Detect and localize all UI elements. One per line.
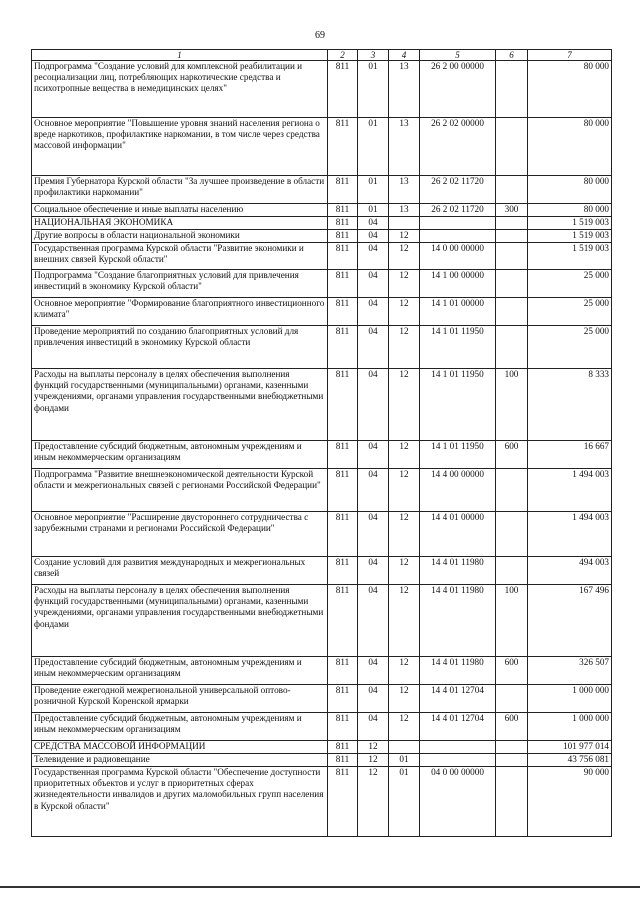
row-rz-cell: 04 <box>358 230 389 243</box>
row-pr-cell: 12 <box>389 243 420 270</box>
row-vr-cell <box>496 557 528 585</box>
row-name-cell: Предоставление субсидий бюджетным, автономным учреждениям и иным некоммерческим организациям <box>32 657 328 685</box>
row-name-cell: Основное мероприятие "Формирование благоприятного инвестиционного климата" <box>32 298 328 326</box>
row-vr-cell <box>496 217 528 230</box>
row-gr-cell: 811 <box>328 61 358 118</box>
row-name-cell: Расходы на выплаты персоналу в целях обеспечения выполнения функций государственными (муниципальными) органами, казенными учреждениями, органами управления государственными внебюджетными фондами <box>32 585 328 657</box>
table-row <box>32 685 612 713</box>
row-rz-cell: 04 <box>358 585 389 657</box>
row-vr-cell <box>496 767 528 837</box>
row-sum-cell: 25 000 <box>528 326 612 369</box>
row-gr-cell: 811 <box>328 118 358 176</box>
table-row <box>32 369 612 441</box>
row-csr-cell: 14 4 01 00000 <box>420 512 496 557</box>
table-row <box>32 754 612 767</box>
row-vr-cell <box>496 512 528 557</box>
row-pr-cell: 12 <box>389 270 420 298</box>
row-rz-cell: 04 <box>358 557 389 585</box>
row-pr-cell: 12 <box>389 557 420 585</box>
table-row <box>32 441 612 469</box>
row-sum-cell: 80 000 <box>528 61 612 118</box>
row-vr-cell: 300 <box>496 204 528 217</box>
row-gr-cell: 811 <box>328 230 358 243</box>
row-csr-cell: 14 1 01 11950 <box>420 441 496 469</box>
row-gr-cell: 811 <box>328 326 358 369</box>
row-sum-cell: 1 519 003 <box>528 243 612 270</box>
row-vr-cell: 100 <box>496 369 528 441</box>
row-rz-cell: 01 <box>358 61 389 118</box>
row-rz-cell: 01 <box>358 118 389 176</box>
header-cell: 3 <box>358 50 389 61</box>
table-row <box>32 713 612 741</box>
row-vr-cell <box>496 61 528 118</box>
row-sum-cell: 1 000 000 <box>528 685 612 713</box>
row-csr-cell: 14 4 01 11980 <box>420 557 496 585</box>
row-rz-cell: 04 <box>358 369 389 441</box>
row-csr-cell: 26 2 00 00000 <box>420 61 496 118</box>
row-pr-cell: 12 <box>389 469 420 512</box>
table-row <box>32 204 612 217</box>
row-vr-cell <box>496 326 528 369</box>
row-gr-cell: 811 <box>328 713 358 741</box>
row-vr-cell <box>496 685 528 713</box>
row-csr-cell <box>420 741 496 754</box>
row-csr-cell: 14 4 01 12704 <box>420 713 496 741</box>
table-row <box>32 176 612 204</box>
row-gr-cell: 811 <box>328 557 358 585</box>
row-gr-cell: 811 <box>328 657 358 685</box>
table-row <box>32 741 612 754</box>
row-name-cell: Социальное обеспечение и иные выплаты населению <box>32 204 328 217</box>
row-gr-cell: 811 <box>328 243 358 270</box>
table-row <box>32 657 612 685</box>
row-name-cell: Государственная программа Курской области "Обеспечение доступности приоритетных объектов и услуг в приоритетных сферах жизнедеятельности инвалидов и других маломобильных групп населения в Курской области" <box>32 767 328 837</box>
row-csr-cell <box>420 230 496 243</box>
table-row <box>32 217 612 230</box>
table-row <box>32 270 612 298</box>
row-name-cell: Подпрограмма "Создание благоприятных условий для привлечения инвестиций в экономику Курской области" <box>32 270 328 298</box>
row-rz-cell: 04 <box>358 512 389 557</box>
row-name-cell: НАЦИОНАЛЬНАЯ ЭКОНОМИКА <box>32 217 328 230</box>
row-gr-cell: 811 <box>328 469 358 512</box>
row-csr-cell: 26 2 02 11720 <box>420 176 496 204</box>
row-sum-cell: 1 494 003 <box>528 469 612 512</box>
row-csr-cell: 14 4 00 00000 <box>420 469 496 512</box>
row-pr-cell: 12 <box>389 230 420 243</box>
row-pr-cell: 01 <box>389 767 420 837</box>
table-row <box>32 512 612 557</box>
bottom-rule <box>0 886 640 888</box>
row-csr-cell: 26 2 02 00000 <box>420 118 496 176</box>
row-sum-cell: 25 000 <box>528 298 612 326</box>
row-gr-cell: 811 <box>328 741 358 754</box>
row-sum-cell: 494 003 <box>528 557 612 585</box>
row-rz-cell: 04 <box>358 270 389 298</box>
row-vr-cell <box>496 243 528 270</box>
row-csr-cell: 14 1 01 11950 <box>420 369 496 441</box>
row-sum-cell: 1 000 000 <box>528 713 612 741</box>
row-name-cell: Подпрограмма "Создание условий для комплексной реабилитации и ресоциализации лиц, потребляющих наркотические средства и психотропные вещества в немедицинских целях" <box>32 61 328 118</box>
row-pr-cell: 12 <box>389 441 420 469</box>
row-name-cell: Проведение ежегодной межрегиональной универсальной оптово-розничной Курской Коренской ярмарки <box>32 685 328 713</box>
row-pr-cell: 12 <box>389 685 420 713</box>
row-gr-cell: 811 <box>328 441 358 469</box>
row-vr-cell: 600 <box>496 441 528 469</box>
row-rz-cell: 04 <box>358 243 389 270</box>
row-vr-cell: 600 <box>496 713 528 741</box>
row-sum-cell: 16 667 <box>528 441 612 469</box>
row-rz-cell: 04 <box>358 685 389 713</box>
header-row <box>32 50 612 61</box>
row-sum-cell: 80 000 <box>528 176 612 204</box>
row-csr-cell: 14 1 01 00000 <box>420 298 496 326</box>
row-pr-cell: 13 <box>389 176 420 204</box>
table-row <box>32 326 612 369</box>
row-gr-cell: 811 <box>328 298 358 326</box>
row-name-cell: Подпрограмма "Развитие внешнеэкономической деятельности Курской области и межрегиональных связей с регионами Российской Федерации" <box>32 469 328 512</box>
row-csr-cell: 14 4 01 11980 <box>420 657 496 685</box>
row-rz-cell: 04 <box>358 217 389 230</box>
row-pr-cell: 12 <box>389 512 420 557</box>
table-row <box>32 585 612 657</box>
row-sum-cell: 8 333 <box>528 369 612 441</box>
row-vr-cell <box>496 298 528 326</box>
table-row <box>32 118 612 176</box>
row-vr-cell: 100 <box>496 585 528 657</box>
row-gr-cell: 811 <box>328 754 358 767</box>
row-name-cell: Другие вопросы в области национальной экономики <box>32 230 328 243</box>
row-gr-cell: 811 <box>328 767 358 837</box>
row-pr-cell: 12 <box>389 326 420 369</box>
row-pr-cell: 12 <box>389 657 420 685</box>
row-rz-cell: 04 <box>358 657 389 685</box>
table-row <box>32 230 612 243</box>
row-rz-cell: 04 <box>358 469 389 512</box>
row-csr-cell: 14 0 00 00000 <box>420 243 496 270</box>
row-sum-cell: 1 494 003 <box>528 512 612 557</box>
row-name-cell: Основное мероприятие "Расширение двустороннего сотрудничества с зарубежными странами и регионами Российской Федерации" <box>32 512 328 557</box>
row-name-cell: Проведение мероприятий по созданию благоприятных условий для привлечения инвестиций в экономику Курской области <box>32 326 328 369</box>
row-rz-cell: 04 <box>358 441 389 469</box>
row-sum-cell: 101 977 014 <box>528 741 612 754</box>
table-row <box>32 767 612 837</box>
row-gr-cell: 811 <box>328 585 358 657</box>
header-cell: 2 <box>328 50 358 61</box>
budget-table <box>31 49 612 837</box>
row-pr-cell: 01 <box>389 754 420 767</box>
row-sum-cell: 1 519 003 <box>528 230 612 243</box>
row-vr-cell: 600 <box>496 657 528 685</box>
row-vr-cell <box>496 270 528 298</box>
row-pr-cell: 13 <box>389 118 420 176</box>
row-pr-cell: 13 <box>389 61 420 118</box>
row-rz-cell: 01 <box>358 204 389 217</box>
row-name-cell: Телевидение и радиовещание <box>32 754 328 767</box>
row-vr-cell <box>496 230 528 243</box>
row-vr-cell <box>496 469 528 512</box>
row-name-cell: Премия Губернатора Курской области "За лучшее произведение в области профилактики наркомании" <box>32 176 328 204</box>
row-rz-cell: 04 <box>358 298 389 326</box>
row-name-cell: Предоставление субсидий бюджетным, автономным учреждениям и иным некоммерческим организациям <box>32 713 328 741</box>
header-cell: 1 <box>32 50 328 61</box>
header-cell: 4 <box>389 50 420 61</box>
row-vr-cell <box>496 741 528 754</box>
row-rz-cell: 01 <box>358 176 389 204</box>
row-csr-cell: 04 0 00 00000 <box>420 767 496 837</box>
row-pr-cell: 12 <box>389 585 420 657</box>
row-csr-cell: 26 2 02 11720 <box>420 204 496 217</box>
header-cell: 7 <box>528 50 612 61</box>
row-csr-cell: 14 1 01 11950 <box>420 326 496 369</box>
row-gr-cell: 811 <box>328 204 358 217</box>
row-sum-cell: 80 000 <box>528 118 612 176</box>
row-csr-cell <box>420 217 496 230</box>
row-name-cell: Основное мероприятие "Повышение уровня знаний населения региона о вреде наркотиков, профилактике наркомании, в том числе через средства массовой информации" <box>32 118 328 176</box>
table-row <box>32 243 612 270</box>
row-gr-cell: 811 <box>328 217 358 230</box>
row-sum-cell: 326 507 <box>528 657 612 685</box>
row-rz-cell: 12 <box>358 767 389 837</box>
table-row <box>32 469 612 512</box>
row-name-cell: Государственная программа Курской области "Развитие экономики и внешних связей Курской области" <box>32 243 328 270</box>
row-csr-cell: 14 4 01 12704 <box>420 685 496 713</box>
row-csr-cell: 14 1 00 00000 <box>420 270 496 298</box>
row-name-cell: Предоставление субсидий бюджетным, автономным учреждениям и иным некоммерческим организациям <box>32 441 328 469</box>
row-pr-cell: 13 <box>389 204 420 217</box>
row-pr-cell <box>389 217 420 230</box>
row-gr-cell: 811 <box>328 270 358 298</box>
row-gr-cell: 811 <box>328 685 358 713</box>
row-sum-cell: 80 000 <box>528 204 612 217</box>
table-row <box>32 557 612 585</box>
row-vr-cell <box>496 176 528 204</box>
row-sum-cell: 90 000 <box>528 767 612 837</box>
row-name-cell: СРЕДСТВА МАССОВОЙ ИНФОРМАЦИИ <box>32 741 328 754</box>
row-name-cell: Расходы на выплаты персоналу в целях обеспечения выполнения функций государственными (муниципальными) органами, казенными учреждениями, органами управления государственными внебюджетными фондами <box>32 369 328 441</box>
row-pr-cell <box>389 741 420 754</box>
row-sum-cell: 167 496 <box>528 585 612 657</box>
row-csr-cell <box>420 754 496 767</box>
row-pr-cell: 12 <box>389 298 420 326</box>
row-sum-cell: 1 519 003 <box>528 217 612 230</box>
table-row <box>32 61 612 118</box>
page-number: 69 <box>315 30 325 41</box>
row-rz-cell: 04 <box>358 713 389 741</box>
row-rz-cell: 04 <box>358 326 389 369</box>
row-pr-cell: 12 <box>389 713 420 741</box>
row-gr-cell: 811 <box>328 512 358 557</box>
row-sum-cell: 25 000 <box>528 270 612 298</box>
row-pr-cell: 12 <box>389 369 420 441</box>
row-csr-cell: 14 4 01 11980 <box>420 585 496 657</box>
row-sum-cell: 43 756 081 <box>528 754 612 767</box>
table-row <box>32 298 612 326</box>
row-vr-cell <box>496 118 528 176</box>
row-vr-cell <box>496 754 528 767</box>
row-rz-cell: 12 <box>358 754 389 767</box>
header-cell: 5 <box>420 50 496 61</box>
header-cell: 6 <box>496 50 528 61</box>
row-name-cell: Создание условий для развития международных и межрегиональных связей <box>32 557 328 585</box>
row-gr-cell: 811 <box>328 369 358 441</box>
row-gr-cell: 811 <box>328 176 358 204</box>
row-rz-cell: 12 <box>358 741 389 754</box>
